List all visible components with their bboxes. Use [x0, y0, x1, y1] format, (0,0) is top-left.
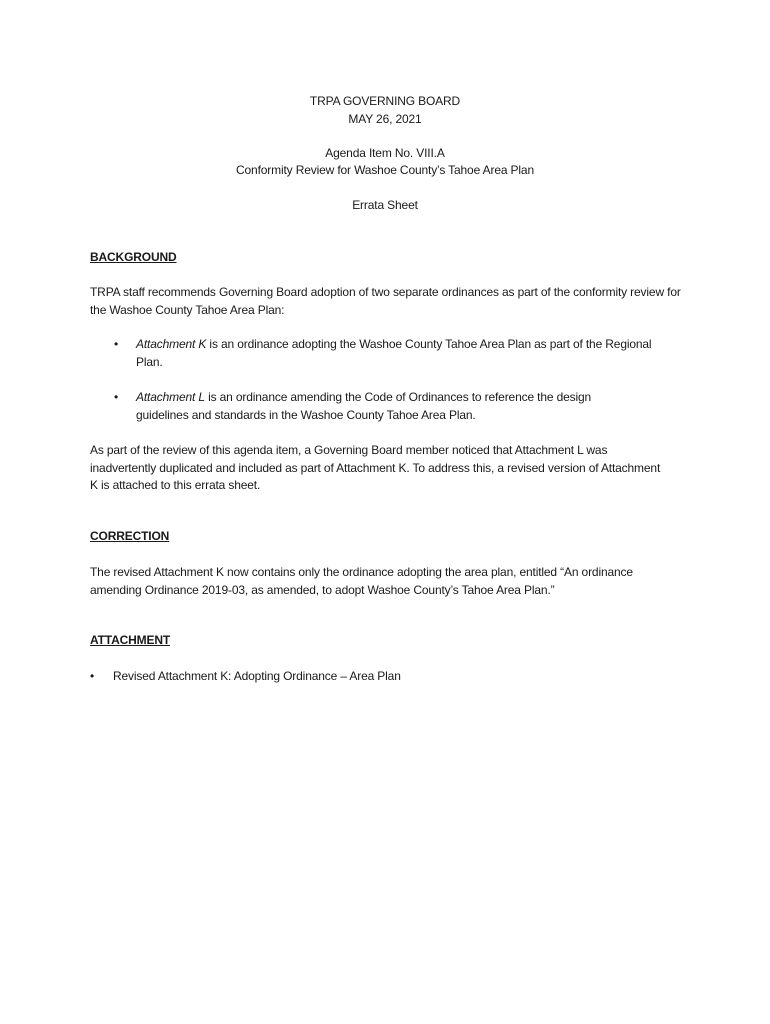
attachment-term: Attachment L [136, 390, 205, 404]
document-type: Errata Sheet [352, 198, 418, 212]
attachment-heading: ATTACHMENT [90, 633, 171, 647]
background-heading: BACKGROUND [90, 250, 177, 264]
agenda-subject: Conformity Review for Washoe County’s Tahoe Area Plan [236, 163, 534, 177]
attachment-item: Revised Attachment K: Adopting Ordinance – Area Plan [113, 669, 401, 683]
background-intro: TRPA staff recommends Governing Board adoption of two separate ordinances as part of the conformity review for the Washoe County Tahoe Area Plan: [90, 285, 681, 317]
attachment-description: is an ordinance adopting the Washoe County Tahoe Area Plan as part of the Regional Plan. [136, 337, 652, 369]
agenda-item: Agenda Item No. VIII.A [325, 146, 445, 160]
bullet-icon: • [114, 337, 119, 351]
correction-text: The revised Attachment K now contains only the ordinance adopting the area plan, entitled “An ordinance amending Ordinance 2019-03, as amended, to adopt Washoe County’s Tahoe Area Plan.” [90, 565, 633, 597]
attachment-term: Attachment K [136, 337, 207, 351]
bullet-icon: • [114, 390, 119, 404]
correction-heading: CORRECTION [90, 529, 170, 543]
bullet-icon: • [90, 669, 95, 683]
meeting-date: MAY 26, 2021 [348, 112, 422, 126]
background-paragraph: As part of the review of this agenda item, a Governing Board member noticed that Attachment L was inadvertently duplicated and included as part of Attachment K. To address this, a revised version of Attachment K is attached to this errata sheet. [90, 443, 661, 493]
attachment-description: is an ordinance amending the Code of Ordinances to reference the design guidelines and standards in the Washoe County Tahoe Area Plan. [136, 390, 592, 422]
board-title: TRPA GOVERNING BOARD [309, 94, 461, 108]
